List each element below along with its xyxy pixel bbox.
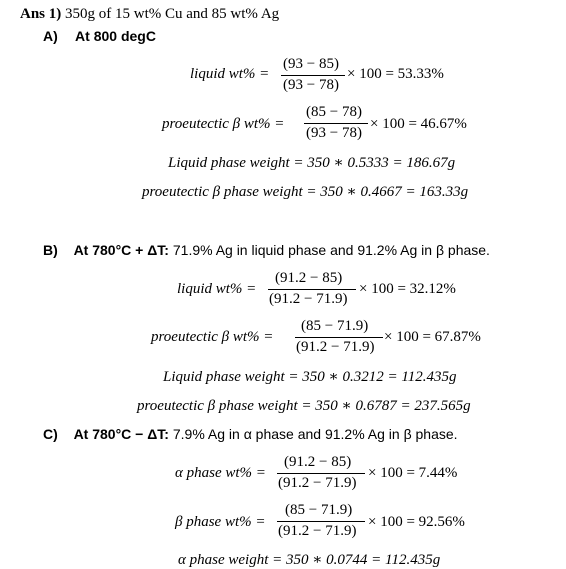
part-b-eq1-result: × 100 = 32.12% <box>359 281 456 297</box>
part-a-heading <box>43 28 156 44</box>
part-b-text: 71.9% Ag in liquid phase and 91.2% Ag in β phase. <box>168 242 490 258</box>
part-a-eq2-numerator: (85 − 78) <box>306 104 362 120</box>
part-c-eq1-lhs: α phase wt% = <box>175 465 266 481</box>
part-c-eq1-fraction-bar <box>277 473 365 474</box>
part-a-liquid-weight: Liquid phase weight = 350 ∗ 0.5333 = 186.67g <box>168 155 456 171</box>
part-b-eq2-numerator: (85 − 71.9) <box>301 318 369 334</box>
part-c-heading <box>43 426 458 442</box>
part-a-eq1-denominator: (93 − 78) <box>283 77 339 93</box>
part-b-eq2-result: × 100 = 67.87% <box>384 329 481 345</box>
part-b-proeutectic-weight: proeutectic β phase weight = 350 ∗ 0.6787 = 237.565g <box>137 398 471 414</box>
part-c-label: C) <box>43 426 58 442</box>
part-c-eq2-result: × 100 = 92.56% <box>368 514 465 530</box>
part-a-eq1-numerator: (93 − 85) <box>283 56 339 72</box>
answer-text: 350g of 15 wt% Cu and 85 wt% Ag <box>65 6 280 22</box>
part-a-eq1-lhs: liquid wt% = <box>190 66 270 82</box>
part-c-eq2-denominator: (91.2 − 71.9) <box>278 523 357 539</box>
part-c-condition: At 780°C − ΔT: <box>73 426 169 442</box>
part-b-heading <box>43 242 490 258</box>
part-a-eq1-result: × 100 = 53.33% <box>347 66 444 82</box>
part-b-eq1-denominator: (91.2 − 71.9) <box>269 291 348 307</box>
part-a-label: A) <box>43 28 58 44</box>
part-a-eq2-result: × 100 = 46.67% <box>370 116 467 132</box>
part-b-eq1-numerator: (91.2 − 85) <box>275 270 343 286</box>
part-b-eq1-lhs: liquid wt% = <box>177 281 257 297</box>
part-b-liquid-weight: Liquid phase weight = 350 ∗ 0.3212 = 112.435g <box>163 369 457 385</box>
part-a-text: At 800 degC <box>75 28 156 44</box>
part-b-label: B) <box>43 242 58 258</box>
part-a-eq1-fraction-bar <box>281 75 345 76</box>
answer-label: Ans 1) <box>20 6 62 22</box>
part-c-eq2-fraction-bar <box>277 521 365 522</box>
part-a-eq2-lhs: proeutectic β wt% = <box>162 116 285 132</box>
part-b-eq2-lhs: proeutectic β wt% = <box>151 329 274 345</box>
part-b-eq2-denominator: (91.2 − 71.9) <box>296 339 375 355</box>
part-c-eq1-denominator: (91.2 − 71.9) <box>278 475 357 491</box>
part-b-condition: At 780°C + ΔT: <box>73 242 169 258</box>
part-c-alpha-weight: α phase weight = 350 ∗ 0.0744 = 112.435g <box>178 552 441 568</box>
part-c-eq1-result: × 100 = 7.44% <box>368 465 458 481</box>
part-b-eq1-fraction-bar <box>268 289 356 290</box>
part-c-eq2-lhs: β phase wt% = <box>175 514 266 530</box>
part-c-eq2-numerator: (85 − 71.9) <box>285 502 353 518</box>
part-b-eq2-fraction-bar <box>295 337 383 338</box>
part-c-eq1-numerator: (91.2 − 85) <box>284 454 352 470</box>
part-a-eq2-denominator: (93 − 78) <box>306 125 362 141</box>
part-c-text: 7.9% Ag in α phase and 91.2% Ag in β phase. <box>168 426 458 442</box>
part-a-proeutectic-weight: proeutectic β phase weight = 350 ∗ 0.4667 = 163.33g <box>142 184 469 200</box>
part-a-eq2-fraction-bar <box>304 123 368 124</box>
answer-title <box>20 6 279 23</box>
